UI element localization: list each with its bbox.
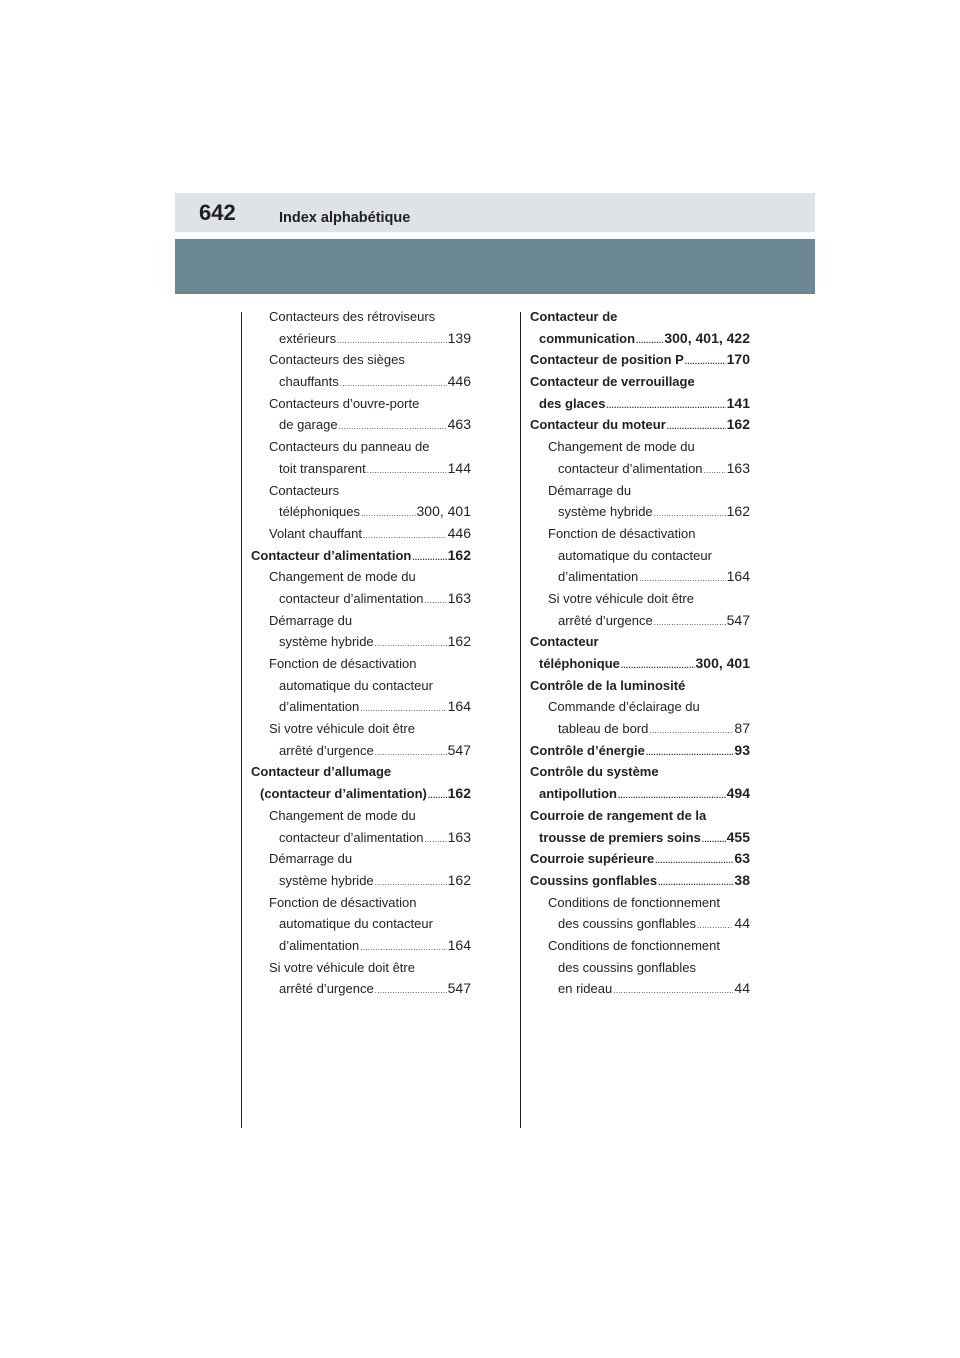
index-entry — [530, 761, 750, 783]
index-entry — [251, 566, 471, 588]
index-entry-text: antipollution — [539, 786, 617, 802]
leader-dots — [363, 525, 447, 547]
index-entry-text: arrêté d’urgence — [279, 981, 374, 997]
index-entry-text: Courroie de rangement de la — [530, 807, 707, 823]
index-entry — [530, 523, 750, 545]
index-entry — [530, 436, 750, 458]
index-entry-page: 164 — [447, 698, 471, 715]
index-entry-page: 162 — [447, 871, 471, 888]
index-entry — [530, 328, 750, 350]
index-entry — [251, 696, 471, 718]
section-band — [175, 239, 815, 294]
index-entry — [530, 783, 750, 805]
index-entry-page: 141 — [726, 394, 750, 411]
index-entry — [251, 436, 471, 458]
leader-dots — [340, 373, 447, 395]
index-entry — [251, 913, 471, 935]
index-entry — [530, 957, 750, 979]
index-entry-page: 87 — [734, 720, 750, 737]
leader-dots — [639, 568, 725, 590]
index-entry — [530, 371, 750, 393]
index-entry-text: Contrôle du système — [530, 764, 659, 780]
leader-dots — [607, 395, 726, 417]
index-entry — [530, 501, 750, 523]
index-entry — [251, 761, 471, 783]
index-entry — [251, 610, 471, 632]
index-entry-page: 162 — [447, 546, 471, 563]
index-entry — [251, 501, 471, 523]
index-entry-text: Volant chauffant — [269, 525, 363, 541]
index-entry-text: trousse de premiers soins — [539, 829, 701, 845]
index-entry-text: Changement de mode du — [269, 569, 416, 585]
left-column-rule — [241, 312, 242, 1128]
index-entry-text: Contacteur de verrouillage — [530, 374, 695, 390]
index-entry — [530, 458, 750, 480]
index-entry-text: Changement de mode du — [548, 439, 695, 455]
index-entry — [251, 480, 471, 502]
index-entry — [251, 957, 471, 979]
index-entry-text: Si votre véhicule doit être — [269, 959, 415, 975]
index-entry-text: téléphoniques — [279, 504, 360, 520]
index-entry-text: en rideau — [558, 981, 613, 997]
index-entry-text: Conditions de fonctionnement — [548, 894, 721, 910]
index-entry-page: 38 — [734, 871, 750, 888]
header-bar — [175, 193, 815, 232]
index-entry-page: 164 — [726, 568, 750, 585]
index-entry-text: Contacteurs du panneau de — [269, 439, 430, 455]
index-entry-text: Contrôle d’énergie — [530, 742, 645, 758]
index-entry — [530, 414, 750, 436]
index-entry-text: Contacteurs — [269, 482, 340, 498]
index-entry-page: 494 — [726, 785, 750, 802]
index-entry — [530, 913, 750, 935]
leader-dots — [361, 503, 416, 525]
index-entry — [530, 675, 750, 697]
index-entry-text: tableau de bord — [558, 721, 649, 737]
index-entry — [530, 393, 750, 415]
page-title: Index alphabétique — [279, 210, 411, 226]
index-entry-text: Commande d’éclairage du — [548, 699, 700, 715]
index-entry-text: Contacteur de position P — [530, 352, 684, 368]
index-entry — [530, 848, 750, 870]
index-entry-text: Contacteurs d’ouvre-porte — [269, 395, 420, 411]
index-entry-text: système hybride — [558, 504, 653, 520]
index-entry-text: téléphonique — [539, 656, 620, 671]
index-entry-text: Contrôle de la luminosité — [530, 677, 686, 693]
index-entry-text: Contacteurs des sièges — [269, 352, 405, 368]
index-entry — [530, 349, 750, 371]
index-entry-text: Démarrage du — [548, 482, 632, 498]
index-entry-text: Courroie supérieure — [530, 851, 655, 867]
index-entry-text: communication — [539, 330, 636, 346]
index-entry-text: contacteur d’alimentation — [279, 590, 424, 606]
index-entry-text: automatique du contacteur — [279, 916, 433, 932]
index-entry-page: 162 — [447, 785, 471, 802]
index-entry — [251, 783, 471, 805]
index-entry-page: 44 — [734, 980, 750, 997]
leader-dots — [667, 416, 726, 438]
index-entry — [530, 588, 750, 610]
leader-dots — [654, 503, 726, 525]
index-entry-page: 300, 401, 422 — [664, 329, 750, 346]
index-entry-page: 547 — [447, 741, 471, 758]
leader-dots — [412, 547, 446, 569]
index-entry-page: 139 — [447, 329, 471, 346]
leader-dots — [636, 330, 663, 352]
index-entry — [251, 718, 471, 740]
leader-dots — [425, 829, 447, 851]
page-number: 642 — [199, 200, 236, 225]
index-entry-text: d’alimentation — [558, 569, 639, 585]
index-entry — [530, 892, 750, 914]
leader-dots — [375, 633, 447, 655]
index-entry-page: 300, 401 — [695, 655, 750, 671]
leader-dots — [337, 330, 447, 352]
index-entry-text: Fonction de désactivation — [269, 656, 417, 671]
index-entry — [251, 653, 471, 675]
index-entry-page: 547 — [447, 980, 471, 997]
index-entry-text: Contacteur du moteur — [530, 417, 666, 433]
index-entry — [251, 349, 471, 371]
index-entry-page: 162 — [726, 416, 750, 433]
index-entry — [251, 523, 471, 545]
leader-dots — [658, 872, 733, 894]
index-entry-text: toit transparent — [279, 460, 366, 476]
index-entry-text: extérieurs — [279, 330, 337, 346]
index-entry — [530, 610, 750, 632]
left-index-column — [251, 306, 471, 1000]
index-entry-text: Contacteur de — [530, 309, 618, 324]
index-entry-page: 446 — [447, 373, 471, 390]
index-entry-text: arrêté d’urgence — [279, 742, 374, 758]
index-entry — [251, 848, 471, 870]
right-index-column — [530, 306, 750, 1000]
index-entry — [530, 306, 750, 328]
index-entry-text: Contacteur d’allumage — [251, 764, 392, 780]
leader-dots — [697, 915, 733, 937]
index-entry-page: 163 — [726, 459, 750, 476]
index-entry — [251, 328, 471, 350]
index-entry — [251, 892, 471, 914]
leader-dots — [360, 698, 446, 720]
index-entry-page: 44 — [734, 915, 750, 932]
index-entry — [251, 588, 471, 610]
leader-dots — [649, 720, 733, 742]
index-entry-text: Démarrage du — [269, 612, 353, 628]
index-entry-text: Conditions de fonctionnement — [548, 937, 721, 953]
leader-dots — [375, 980, 447, 1002]
leader-dots — [375, 742, 447, 764]
leader-dots — [618, 785, 726, 807]
index-entry — [251, 545, 471, 567]
index-entry-page: 300, 401 — [416, 503, 471, 520]
index-entry — [530, 740, 750, 762]
index-entry-text: d’alimentation — [279, 937, 360, 953]
index-entry — [530, 653, 750, 675]
index-entry-text: (contacteur d’alimentation) — [260, 786, 427, 802]
index-entry-text: Coussins gonflables — [530, 872, 658, 888]
leader-dots — [613, 980, 733, 1002]
index-entry — [530, 545, 750, 567]
index-entry — [530, 696, 750, 718]
index-entry-page: 547 — [726, 611, 750, 628]
index-entry — [251, 458, 471, 480]
index-entry-text: système hybride — [279, 872, 374, 888]
index-entry — [251, 393, 471, 415]
leader-dots — [646, 742, 734, 764]
index-entry — [251, 827, 471, 849]
leader-dots — [425, 590, 447, 612]
leader-dots — [685, 351, 726, 373]
index-entry-page: 162 — [447, 633, 471, 650]
index-entry — [530, 978, 750, 1000]
index-entry — [530, 935, 750, 957]
index-entry-text: système hybride — [279, 634, 374, 650]
index-entry-page: 163 — [447, 828, 471, 845]
index-entry-text: automatique du contacteur — [558, 547, 712, 563]
leader-dots — [428, 785, 447, 807]
index-entry-page: 164 — [447, 936, 471, 953]
leader-dots — [655, 850, 733, 872]
leader-dots — [367, 460, 447, 482]
leader-dots — [339, 416, 447, 438]
index-entry — [251, 740, 471, 762]
index-entry-text: Si votre véhicule doit être — [548, 590, 694, 606]
index-entry — [530, 827, 750, 849]
index-entry-text: automatique du contacteur — [279, 677, 433, 693]
index-entry — [530, 870, 750, 892]
index-entry — [530, 805, 750, 827]
index-entry-text: contacteur d’alimentation — [279, 829, 424, 845]
index-entry — [530, 718, 750, 740]
index-entry-page: 170 — [726, 351, 750, 368]
leader-dots — [704, 460, 726, 482]
index-entry-page: 162 — [726, 503, 750, 520]
index-entry-page: 93 — [734, 741, 750, 758]
leader-dots — [621, 655, 695, 677]
index-entry-page: 455 — [726, 828, 750, 845]
index-entry-text: de garage — [279, 417, 338, 433]
index-entry-text: chauffants — [279, 374, 339, 390]
index-entry — [251, 414, 471, 436]
index-entry — [530, 631, 750, 653]
index-entry — [251, 870, 471, 892]
index-entry — [251, 306, 471, 328]
index-entry-page: 63 — [734, 850, 750, 867]
index-entry-text: Contacteur — [530, 634, 599, 650]
index-entry-text: Contacteur d’alimentation — [251, 547, 412, 563]
index-entry-text: des glaces — [539, 395, 606, 411]
index-entry-text: Démarrage du — [269, 851, 353, 867]
index-entry-page: 463 — [447, 416, 471, 433]
index-entry-text: Fonction de désactivation — [269, 894, 417, 910]
index-entry-text: Si votre véhicule doit être — [269, 721, 415, 737]
index-entry-text: d’alimentation — [279, 699, 360, 715]
index-entry — [530, 480, 750, 502]
index-entry-text: des coussins gonflables — [558, 959, 697, 975]
index-entry-text: Contacteurs des rétroviseurs — [269, 309, 436, 324]
index-entry-page: 163 — [447, 589, 471, 606]
leader-dots — [375, 872, 447, 894]
index-entry — [251, 675, 471, 697]
index-entry-text: Fonction de désactivation — [548, 525, 696, 541]
leader-dots — [654, 612, 726, 634]
index-entry — [251, 978, 471, 1000]
leader-dots — [360, 937, 446, 959]
index-entry — [251, 631, 471, 653]
index-entry — [251, 935, 471, 957]
index-entry — [251, 805, 471, 827]
index-entry-text: des coussins gonflables — [558, 916, 697, 932]
index-entry-text: Changement de mode du — [269, 807, 416, 823]
index-entry-text: arrêté d’urgence — [558, 612, 653, 628]
index-entry-page: 446 — [447, 524, 471, 541]
leader-dots — [702, 829, 726, 851]
index-entry-page: 144 — [447, 459, 471, 476]
index-entry — [251, 371, 471, 393]
index-entry — [530, 566, 750, 588]
index-entry-text: contacteur d’alimentation — [558, 460, 703, 476]
right-column-rule — [520, 312, 521, 1128]
